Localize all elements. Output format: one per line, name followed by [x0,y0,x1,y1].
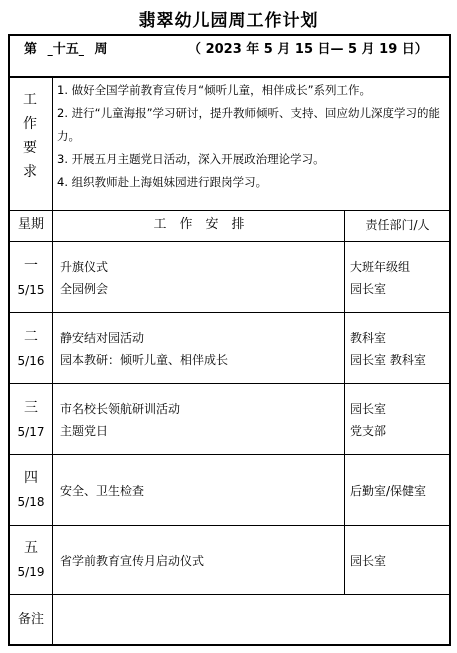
table-border-top [8,34,451,36]
requirement-item: 2. 进行“儿童海报”学习研讨，提升教师倾听、支持、回应幼儿深度学习的能力。 [57,106,441,143]
rule-tue [8,383,451,384]
rule-label-col [52,76,53,645]
day-date: 5/16 [17,354,45,368]
tasks-mon [60,256,340,300]
week-number: 十五 [52,42,79,57]
task-item: 静安结对园活动 [60,331,145,345]
requirements-label-char: 要 [23,140,37,156]
requirements-label-char: 工 [23,92,37,108]
dept-item: 教科室 [350,331,387,345]
dept-item: 后勤室/保健室 [350,484,427,498]
requirements-label-char: 作 [23,116,37,132]
header-day: 星期 [17,217,44,232]
dept-item: 园长室 [350,402,387,416]
rule-wed [8,454,451,455]
day-cell-fri [10,538,52,582]
task-item: 主题党日 [60,424,109,438]
task-item: 省学前教育宣传月启动仪式 [60,554,205,568]
requirements-label-char: 求 [23,164,37,180]
task-item: 安全、卫生检查 [60,484,145,498]
rule-requirements [8,210,451,211]
notes-label: 备注 [17,612,44,627]
week-prefix: 第 [24,42,38,57]
depts-tue [350,327,448,371]
week-row [12,40,442,60]
task-item: 园本教研：倾听儿童、相伴成长 [60,353,229,367]
requirement-item: 4. 组织教师赴上海姐妹园进行跟岗学习。 [57,175,268,189]
day-date: 5/17 [17,425,45,439]
depts-fri [350,550,448,572]
header-work: 工 作 安 排 [153,217,245,232]
table-border-right [449,34,451,646]
task-item: 升旗仪式 [60,260,109,274]
day-cell-thu [10,468,52,512]
rule-header [8,241,451,242]
rule-week [8,76,451,78]
day-date: 5/19 [17,565,45,579]
tasks-wed [60,398,340,442]
rule-dept-col [344,210,345,595]
day-name: 四 [24,470,38,486]
task-item: 市名校长领航研训活动 [60,402,181,416]
rule-thu [8,525,451,526]
notes-content[interactable] [54,596,448,643]
day-cell-tue [10,327,52,371]
tasks-fri [60,550,340,572]
table-border-bottom [8,644,451,646]
depts-wed [350,398,448,442]
week-date-range: （ 2023 年 5 月 15 日— 5 月 19 日） [188,42,428,57]
day-name: 三 [24,400,38,416]
task-item: 全园例会 [60,282,109,296]
day-name: 五 [24,540,38,556]
dept-item: 园长室 [350,282,387,296]
header-dept: 责任部门/人 [365,218,430,232]
depts-mon [350,256,448,300]
week-suffix: 周 [94,42,108,57]
day-date: 5/18 [17,495,45,509]
day-cell-wed [10,398,52,442]
dept-item: 园长室 教科室 [350,353,426,367]
tasks-thu [60,480,340,502]
tasks-tue [60,327,340,371]
dept-item: 大班年级组 [350,260,411,274]
rule-mon [8,312,451,313]
requirement-item: 1. 做好全国学前教育宣传月“倾听儿童，相伴成长”系列工作。 [57,83,372,97]
page-title: 翡翠幼儿园周工作计划 [138,11,319,31]
day-name: 二 [24,329,38,345]
depts-thu [350,480,448,502]
day-name: 一 [24,258,38,274]
day-cell-mon [10,256,52,300]
day-date: 5/15 [17,283,45,297]
dept-item: 党支部 [350,424,387,438]
requirements-label [10,88,50,184]
requirement-item: 3. 开展五月主题党日活动，深入开展政治理论学习。 [57,152,325,166]
dept-item: 园长室 [350,554,387,568]
rule-fri [8,594,451,595]
